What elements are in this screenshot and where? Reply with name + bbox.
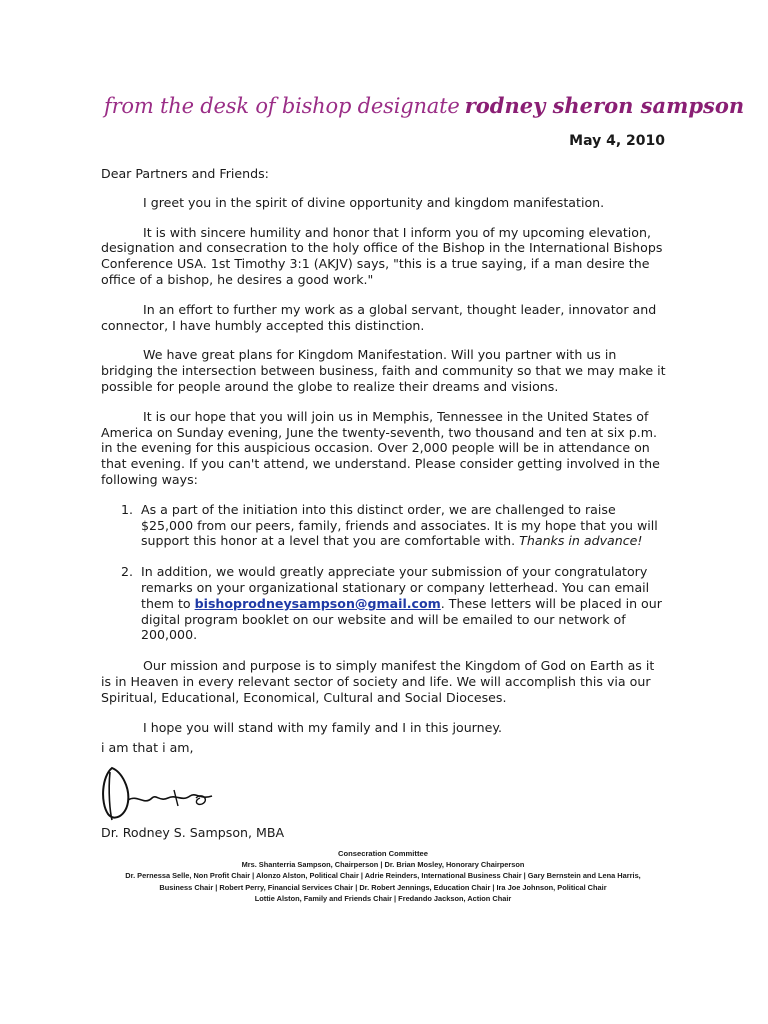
committee-title: Consecration Committee [338, 849, 428, 858]
paragraph-mission: Our mission and purpose is to simply manifest the Kingdom of God on Earth as it is in Heaven in every relevant sector of society and life. We will accomplish this via our Spiritual, Educational, Economical, Cultural and Social Dioceses. [101, 658, 655, 705]
committee-line: Lottie Alston, Family and Friends Chair | Fredando Jackson, Action Chair [254, 893, 512, 903]
closing-line: i am that i am, [101, 740, 194, 755]
paragraph-elevation: It is with sincere humility and honor that I inform you of my upcoming elevation, designation and consecration to the holy office of the Bishop in the International Bishops Conference USA. 1st Timothy 3:1 (AKJV) says, "this is a true saying, if a man desire the office of a bishop, he desires a good work." [101, 224, 663, 287]
paragraph-greeting: I greet you in the spirit of divine opportunity and kingdom manifestation. [143, 194, 605, 210]
list-number: 1. [121, 501, 134, 517]
list-item [121, 564, 667, 643]
paragraph-plans: We have great plans for Kingdom Manifestation. Will you partner with us in bridging the intersection between business, faith and community so that we may make it possible for people around the globe to realize their dreams and visions. [101, 347, 666, 394]
list-item-text-after: . These letters will be placed in our digital program booklet on our website and will be emailed to our network of 200,000. [141, 595, 662, 643]
letter-date: May 4, 2010 [569, 133, 665, 149]
email-link[interactable]: bishoprodneysampson@gmail.com [194, 595, 441, 611]
list-item-text: As a part of the initiation into this distinct order, we are challenged to raise $25,000 from our peers, family, friends and associates. It is my hope that you will support this honor at a level that you are comfortable with. [141, 501, 658, 549]
letterhead [104, 88, 745, 126]
committee-line: Dr. Pernessa Selle, Non Profit Chair | Alonzo Alston, Political Chair | Adrie Reinders, International Business Chair | Gary Bernstein and Lena Harris, [125, 871, 641, 881]
salutation: Dear Partners and Friends: [101, 166, 269, 181]
paragraph-event: It is our hope that you will join us in Memphis, Tennessee in the United States of America on Sunday evening, June the twenty-seventh, two thousand and ten at six p.m. in the evening for this auspicious occasion. Over 2,000 people will be in attendance on that evening. If you can't attend, we understand. Please consider getting involved in the following ways: [101, 408, 660, 487]
paragraph-distinction: In an effort to further my work as a global servant, thought leader, innovator and connector, I have humbly accepted this distinction. [101, 301, 657, 333]
thanks-in-advance: Thanks in advance! [519, 533, 643, 549]
list-item-text: In addition, we would greatly appreciate your submission of your congratulatory remarks on your organizational stationary or company letterhead. You can email them to [141, 564, 650, 611]
signer-name: Dr. Rodney S. Sampson, MBA [101, 825, 285, 840]
letterhead-name: rodney sheron sampson [464, 93, 745, 118]
list-item [121, 501, 667, 549]
consecration-committee [100, 848, 666, 904]
involvement-list [101, 502, 667, 643]
committee-line: Business Chair | Robert Perry, Financial Services Chair | Dr. Robert Jennings, Education Chair | Ira Joe Johnson, Political Chair [159, 882, 607, 892]
list-number: 2. [121, 564, 134, 580]
committee-line: Mrs. Shanterria Sampson, Chairperson | Dr. Brian Mosley, Honorary Chairperson [241, 860, 525, 870]
handwritten-signature [98, 762, 218, 826]
paragraph-journey: I hope you will stand with my family and I in this journey. [143, 719, 503, 735]
letterhead-prefix: from the desk of bishop designate [104, 94, 460, 118]
letter-body [101, 166, 667, 749]
